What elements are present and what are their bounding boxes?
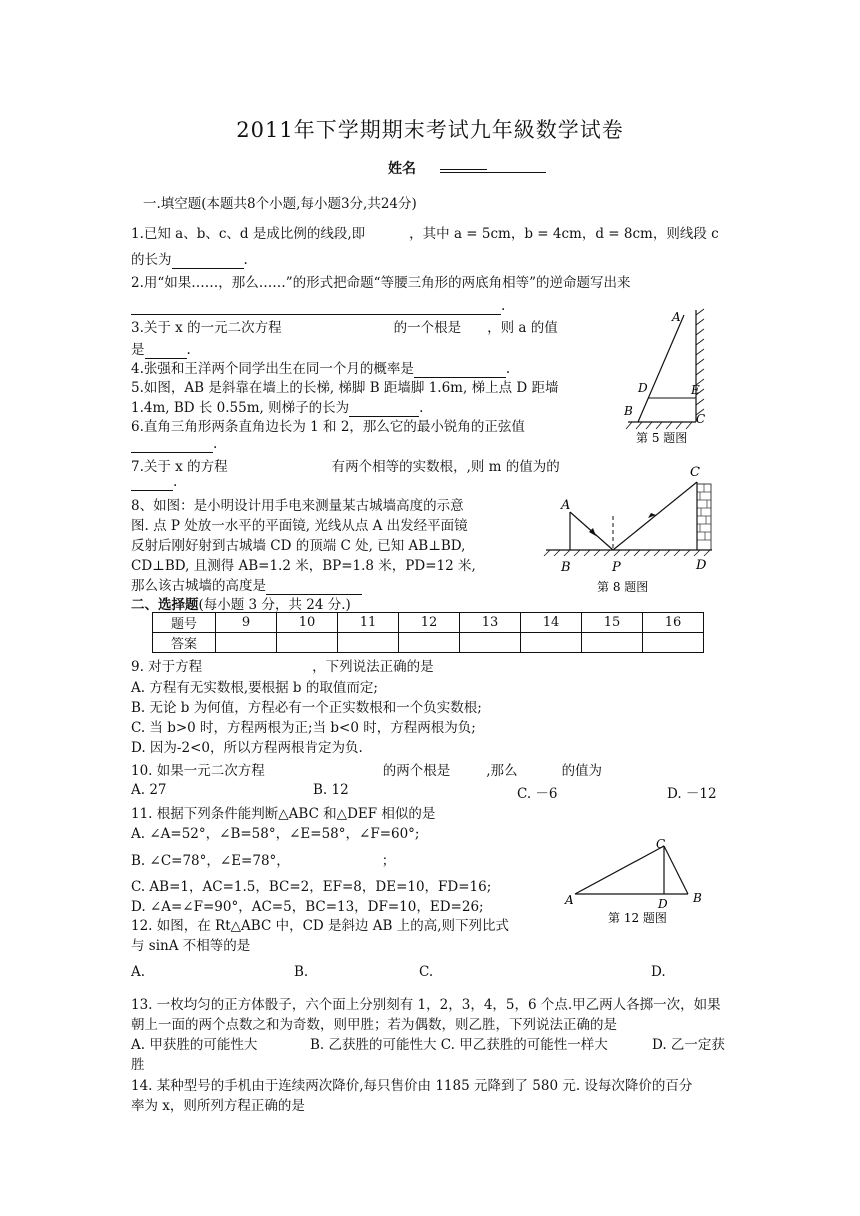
fig8-label-a: A [561, 498, 571, 513]
q2-line1: 2.用“如果……，那么……”的形式把命题“等腰三角形的两底角相等”的逆命题写出来 [131, 275, 631, 291]
fig12-label-c: C [656, 838, 666, 851]
fig12-caption: 第 12 题图 [608, 911, 667, 925]
q13-option-bc: B. 乙获胜的可能性大 C. 甲乙获胜的可能性一样大 [310, 1037, 608, 1053]
q6-line1: 6.直角三角形两条直角边长为 1 和 2，那么它的最小锐角的正弦值 [131, 419, 525, 435]
figure-8 [540, 460, 720, 600]
fig5-label-e: E [691, 383, 700, 397]
q1-blank[interactable] [172, 252, 244, 269]
q12-option-b: B. [294, 964, 309, 980]
q12-option-c: C. [419, 964, 434, 980]
q14-line2: 率为 x，则所列方程正确的是 [131, 1098, 305, 1114]
q6-blank[interactable]: . [131, 436, 217, 453]
q13-option-d-cont: 胜 [131, 1057, 145, 1073]
q11-stem: 11. 根据下列条件能判断△ABC 和△DEF 相似的是 [131, 806, 436, 822]
q12-line1: 12. 如图，在 Rt△ABC 中，CD 是斜边 AB 上的高,则下列比式 [131, 918, 510, 934]
q9-option-a: A. 方程有无实数根,要根据 b 的取值而定; [131, 680, 378, 696]
q1-line1: 1.已知 a、b、c、d 是成比例的线段,即 ，其中 a = 5cm，b = 4cm，d = 8cm，则线段 c [131, 226, 719, 242]
table-cell: 13 [460, 613, 521, 633]
table-cell: 15 [582, 613, 643, 633]
fig5-label-d: D [638, 381, 648, 395]
q9-option-d: D. 因为-2<0，所以方程两根肯定为负. [131, 740, 363, 756]
page-title: 2011年下学期期末考试九年級数学试卷 [236, 118, 624, 142]
table-row [153, 613, 704, 633]
q8-line1: 8、如图：是小明设计用手电来测量某古城墙高度的示意 [131, 498, 464, 514]
fig5-label-b: B [624, 404, 633, 418]
fig12-label-a: A [565, 893, 574, 907]
answer-cell[interactable] [582, 633, 643, 653]
q11-option-d: D. ∠A=∠F=90°，AC=5，BC=13，DF=10，ED=26; [131, 899, 484, 915]
table-row [153, 633, 704, 653]
fig8-label-d: D [696, 558, 707, 573]
q3-line1: 3.关于 x 的一元二次方程 的一个根是 ，则 a 的值 [131, 320, 558, 336]
section1-heading: 一.填空题(本题共8个小题,每小题3分,共24分) [143, 196, 417, 212]
q8-line4: CD⊥BD, 且测得 AB=1.2 米，BP=1.8 米，PD=12 米, [131, 558, 476, 574]
name-underline[interactable] [440, 172, 546, 173]
fig8-caption: 第 8 题图 [597, 580, 649, 594]
fig5-caption: 第 5 题图 [636, 431, 688, 445]
answer-cell[interactable] [277, 633, 338, 653]
q12-option-d: D. [651, 964, 666, 980]
table-cell: 10 [277, 613, 338, 633]
name-underline-short [440, 169, 487, 170]
table-cell: 9 [216, 613, 277, 633]
q12-option-a: A. [131, 964, 146, 980]
q10-option-b: B. 12 [313, 782, 349, 798]
q5-line2: 1.4m, BD 长 0.55m, 则梯子的长为 . [131, 400, 424, 416]
fig8-label-p: P [612, 560, 621, 575]
answer-cell[interactable] [399, 633, 460, 653]
q2-answer-line[interactable]: . [131, 298, 505, 315]
q8-line2: 图. 点 P 处放一水平的平面镜, 光线从点 A 出发经平面镜 [131, 518, 468, 534]
q14-line1: 14. 某种型号的手机由于连续两次降价,每只售价由 1185 元降到了 580 元. 设每次降价的百分 [131, 1078, 693, 1094]
figure-5 [610, 305, 730, 447]
q13-line1: 13. 一枚均匀的正方体骰子，六个面上分别刻有 1，2，3，4，5，6 个点.甲乙两人各掷一次，如果 [131, 997, 721, 1013]
q11-option-c: C. AB=1，AC=1.5，BC=2，EF=8，DE=10，FD=16; [131, 879, 492, 895]
figure-12 [560, 838, 710, 930]
answer-cell[interactable] [338, 633, 399, 653]
answer-table [152, 612, 704, 653]
q10-option-a: A. 27 [131, 782, 167, 798]
fig8-label-b: B [561, 560, 571, 575]
q9-stem: 9. 对于方程 ，下列说法正确的是 [131, 659, 434, 675]
table-cell: 14 [521, 613, 582, 633]
fig5-label-c: C [696, 412, 706, 426]
q5-line1: 5.如图，AB 是斜靠在墙上的长梯, 梯脚 B 距墙脚 1.6m, 梯上点 D 距墙 [131, 380, 559, 396]
q10-stem: 10. 如果一元二次方程 的两个根是 ,那么 的值为 [131, 763, 603, 779]
q11-option-a: A. ∠A=52°，∠B=58°，∠E=58°，∠F=60°; [131, 826, 420, 842]
answer-cell[interactable] [521, 633, 582, 653]
q11-option-b: B. ∠C=78°，∠E=78°， ； [131, 853, 396, 869]
q1-line2: 的长为 . [131, 252, 248, 268]
table-cell: 11 [338, 613, 399, 633]
q3-line2: 是 . [131, 342, 191, 358]
table-header-label: 题号 [153, 613, 216, 633]
fig8-label-c: C [690, 465, 700, 480]
q7-line1: 7.关于 x 的方程 有两个相等的实数根，,则 m 的值为的 [131, 459, 560, 475]
q9-option-b: B. 无论 b 为何值，方程必有一个正实数根和一个负实数根; [131, 700, 482, 716]
fig5-label-a: A [672, 310, 681, 324]
table-cell: 16 [643, 613, 704, 633]
section2-heading: 二、选择题(每小题 3 分，共 24 分.) [131, 597, 351, 613]
q8-line5: 那么该古城墙的高度是 [131, 574, 362, 595]
q12-line2: 与 sinA 不相等的是 [131, 938, 251, 954]
q7-blank[interactable]: . [131, 474, 177, 491]
q9-option-c: C. 当 b>0 时，方程两根为正;当 b<0 时，方程两根为负; [131, 720, 476, 736]
table-answer-label: 答案 [153, 633, 216, 653]
q13-option-a: A. 甲获胜的可能性大 [131, 1037, 258, 1053]
answer-cell[interactable] [460, 633, 521, 653]
q8-line3: 反射后刚好射到古城墙 CD 的顶端 C 处, 已知 AB⊥BD, [131, 538, 466, 554]
fig12-label-d: D [658, 897, 668, 911]
q4-line: 4.张强和王洋两个同学出生在同一个月的概率是 . [131, 361, 511, 377]
name-label: 姓名 [388, 161, 416, 177]
fig12-label-b: B [693, 891, 702, 905]
q13-option-d: D. 乙一定获 [652, 1037, 725, 1053]
answer-cell[interactable] [216, 633, 277, 653]
q10-option-d: D. －12 [667, 786, 717, 802]
table-cell: 12 [399, 613, 460, 633]
answer-cell[interactable] [643, 633, 704, 653]
q10-option-c: C. －6 [517, 786, 558, 802]
q13-line2: 朝上一面的两个点数之和为奇数，则甲胜；若为偶数，则乙胜，下列说法正确的是 [131, 1017, 617, 1033]
